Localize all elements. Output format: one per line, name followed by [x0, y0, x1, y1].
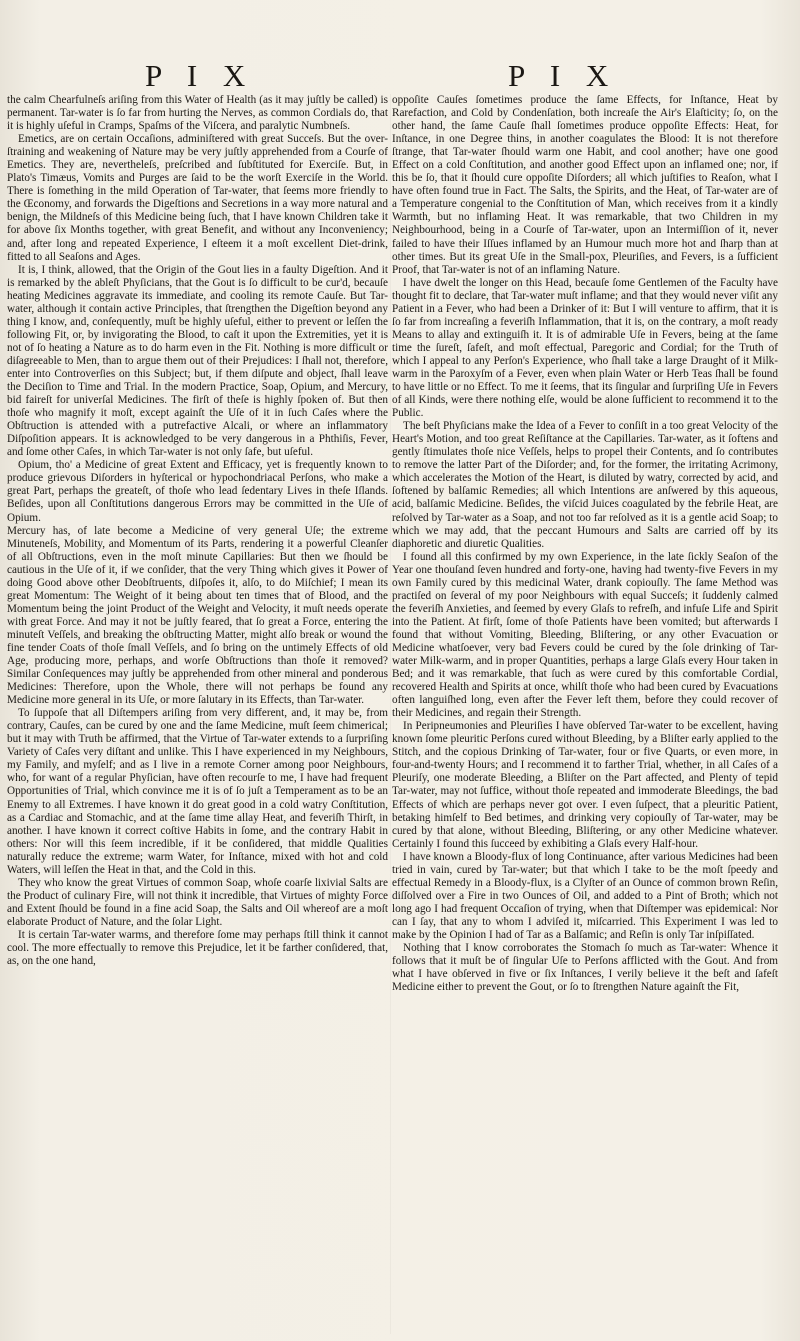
- paragraph: It is certain Tar-water warms, and therefore ſome may perhaps ſtill think it cannot cool. The more effectually to remove this Prejudice, let it be farther conſidered, that, as, on the one hand,: [7, 929, 388, 968]
- paragraph: They who know the great Virtues of common Soap, whoſe coarſe lixivial Salts are the Product of culinary Fire, will not think it incredible, that Virtues of mighty Force and Extent ſhould be found in a fine acid Soap, the Salts and Oil whereof are a moſt elaborate Product of Nature, and the ſolar Light.: [7, 876, 388, 928]
- paragraph: To ſuppoſe that all Diſtempers ariſing from very different, and, it may be, from contrary, Cauſes, can be cured by one and the ſame Medicine, muſt ſeem chimerical; but it may with Truth be affirmed, that the Virtue of Tar-water extends to a ſurpriſing Variety of Caſes very diſtant and unlike. This I have experienced in my Neighbours, my Family, and myſelf; and as I live in a remote Corner among poor Neighbours, who, for want of a regular Phyſician, have often recourſe to me, I have had frequent Opportunities of Trial, which convince me it is of ſo juſt a Temperament as to be an Enemy to all Extremes. I have known it do great good in a cold watry Conſtitution, as a Cardiac and Stomachic, and at the ſame time allay Heat, and feveriſh Thirſt, in another. I have known it correct coſtive Habits in ſome, and the contrary Habit in others: Nor will this ſeem incredible, if it be conſidered, that middle Qualities naturally reduce the extreme; warm Water, for Inſtance, mixed with hot and cold Waters, will leſſen the Heat in that, and the Cold in this.: [7, 707, 388, 876]
- page-header: [0, 58, 800, 98]
- paragraph: oppoſite Cauſes ſometimes produce the ſame Effects, for Inſtance, Heat by Rarefaction, and Cold by Condenſation, both increaſe the Air's Elaſticity; ſo, on the other hand, the ſame Cauſe ſhall ſometimes produce oppoſite Effects: Heat, for Inſtance, in one Degree thins, in another coagulates the Blood: It is not therefore ſtrange, that Tar-water ſhould warm one Habit, and cool another; have one good Effect on a cold Conſtitution, and another good Effect upon an inflamed one; nor, if this be ſo, that it ſhould cure oppoſite Diſorders; all which juſtifies to Reaſon, what I have often found true in Fact. The Salts, the Spirits, and the Heat, of Tar-water are of a Temperature congenial to the Conſtitution of Man, which receives from it a kindly Warmth, but no inflaming Heat. It was remarkable, that two Children in my Neighbourhood, being in a Courſe of Tar-water, upon an Intermiſſion of it, never failed to have their Iſſues inflamed by an Humour much more hot and ſharp than at other times. But its great Uſe in the Small-pox, Pleuriſies, and Fevers, is a ſufficient Proof, that Tar-water is not of an inflaming Nature.: [392, 94, 778, 276]
- paragraph: It is, I think, allowed, that the Origin of the Gout lies in a faulty Digeſtion. And it is remarked by the ableſt Phyſicians, that the Gout is ſo difficult to be cur'd, becauſe heating Medicines aggravate its immediate, and cooling its remote Cauſe. But Tar-water, although it contain active Principles, that ſtrengthen the Digeſtion beyond any thing I know, and, conſequently, muſt be highly uſeful, either to prevent or leſſen the following Fit, or, by invigorating the Blood, to caſt it upon the Extremities, yet it is not of ſo heating a Nature as to do harm even in the Fit. Nothing is more difficult or diſagreeable to Men, than to argue them out of their Prejudices: I ſhall not, therefore, enter into Controverſies on this Subject; but, if them diſpute and object, ſhall leave the Deciſion to Time and Trial. In the modern Practice, Soap, Opium, and Mercury, bid faireſt for univerſal Medicines. The firſt of theſe is highly ſpoken of. But then thoſe who magnify it moſt, except againſt the Uſe of it in ſuch Caſes where the Obſtruction is attended with a putrefactive Alcali, or where an inflammatory Diſpoſition appears. It is acknowledged to be very dangerous in a Phthiſis, Fever, and ſome other Caſes, in which Tar-water is not only ſafe, but uſeful.: [7, 263, 388, 459]
- paragraph: Emetics, are on certain Occaſions, adminiſtered with great Succeſs. But the over-ſtraining and weakening of Nature may be very juſtly apprehended from a Courſe of Emetics. They are, nevertheleſs, preſcribed and ſubſtituted for Exerciſe. But, in Plato's Timæus, Vomits and Purges are ſaid to be the worſt Exerciſe in the World. There is ſomething in the mild Operation of Tar-water, that ſeems more friendly to the Œconomy, and forwards the Digeſtions and Secretions in a way more natural and benign, the Mildneſs of this Medicine being ſuch, that I have known Children take it for above ſix Months together, with great Benefit, and without any Inconveniency; and, after long and repeated Experience, I eſteem it a moſt excellent Diet-drink, fitted to all Seaſons and Ages.: [7, 133, 388, 263]
- paragraph: Opium, tho' a Medicine of great Extent and Efficacy, yet is frequently known to produce grievous Diſorders in hyſterical or hypochondriacal Perſons, who make a great Part, perhaps the greateſt, of thoſe who lead ſedentary Lives in theſe Iſlands. Beſides, upon all Conſtitutions dangerous Errors may be committed in the Uſe of Opium.: [7, 459, 388, 524]
- paragraph: Nothing that I know corroborates the Stomach ſo much as Tar-water: Whence it follows that it muſt be of ſingular Uſe to Perſons afflicted with the Gout. And from what I have obſerved in five or ſix Inſtances, I verily believe it the beſt and ſafeſt Medicine either to prevent the Gout, or ſo to ſtrengthen Nature againſt the Fit,: [392, 942, 778, 994]
- paragraph: In Peripneumonies and Pleuriſies I have obſerved Tar-water to be excellent, having known ſome pleuritic Perſons cured without Bleeding, by a Bliſter early applied to the Stitch, and the copious Drinking of Tar-water, four or five Quarts, or even more, in four-and-twenty Hours; and I recommend it to farther Trial, whether, in all Caſes of a Pleuriſy, one moderate Bleeding, a Bliſter on the Part affected, and Plenty of tepid Tar-water, may not ſuffice, without thoſe repeated and immoderate Bleedings, the bad Effects of which are perhaps never got over. I even ſuſpect, that a pleuritic Patient, betaking himſelf to Bed betimes, and drinking very copiouſly of Tar-water, may be cured by that alone, without Bleeding, Bliſtering, or any other Medicine whatever. Certainly I found this ſucceed by exhibiting a Glaſs every Half-hour.: [392, 720, 778, 850]
- paragraph: I have known a Bloody-flux of long Continuance, after various Medicines had been tried in vain, cured by Tar-water; but that which I take to be the moſt ſpeedy and effectual Remedy in a Bloody-flux, is a Clyſter of an Ounce of common brown Reſin, diſſolved over a Fire in two Ounces of Oil, and added to a Pint of Broth; which not long ago I had frequent Occaſion of trying, when that Diſtemper was epidemical: Nor can I ſay, that any to whom I adviſed it, miſcarried. This Experiment I was led to make by the Opinion I had of Tar as a Balſamic; and Reſin is only Tar inſpiſſated.: [392, 850, 778, 941]
- running-head-left: P I X: [145, 58, 255, 93]
- left-column: [7, 94, 388, 1336]
- column-gutter: [390, 94, 391, 1334]
- paragraph: the calm Chearfulneſs ariſing from this Water of Health (as it may juſtly be called) is permanent. Tar-water is ſo far from hurting the Nerves, as common Cordials do, that it is highly uſeful in Cramps, Spaſms of the Viſcera, and paralytic Numbneſs.: [7, 94, 388, 133]
- right-column: [392, 94, 778, 1336]
- paragraph: I found all this confirmed by my own Experience, in the late ſickly Seaſon of the Year one thouſand ſeven hundred and forty-one, having had twenty-five Fevers in my own Family cured by this medicinal Water, drank copiouſly. The ſame Method was practiſed on ſeveral of my poor Neighbours with equal Succeſs; it ſuddenly calmed the feveriſh Anxieties, and ſeemed by every Glaſs to refreſh, and infuſe Life and Spirit into the Patient. At firſt, ſome of thoſe Patients have been vomited; but afterwards I found that without Vomiting, Bleeding, Bliſtering, or any other Evacuation or Medicine whatſoever, very bad Fevers could be cured by the ſole drinking of Tar-water Milk-warm, and in proper Quantities, perhaps a large Glaſs every Hour taken in Bed; and it was remarkable, that ſuch as were cured by this comfortable Cordial, recovered Health and Spirits at once, whilſt thoſe who had been cured by Evacuations often languiſhed long, even after the Fever left them, before they could recover of their Medicines, and regain their Strength.: [392, 550, 778, 720]
- running-head-right: P I X: [508, 58, 618, 93]
- paragraph: I have dwelt the longer on this Head, becauſe ſome Gentlemen of the Faculty have thought fit to declare, that Tar-water muſt inflame; and that they would never viſit any Patient in a Fever, who had been a Drinker of it: But I will venture to affirm, that it is ſo far from increaſing a feveriſh Inflammation, that it is, on the contrary, a moſt ready Means to allay and extinguiſh it. It is of admirable Uſe in Fevers, being at the ſame time the ſureſt, ſafeſt, and moſt effectual, Paregoric and Cordial; for the Truth of which I appeal to any Perſon's Experience, who ſhall take a large Draught of it Milk-warm in the Paroxyſm of a Fever, even when plain Water or Herb Teas ſhall be found to have little or no Effect. To me it ſeems, that its ſingular and ſurpriſing Uſe in Fevers of all Kinds, were there nothing elſe, would be alone ſufficient to recommend it to the Public.: [392, 276, 778, 420]
- paragraph: Mercury has, of late become a Medicine of very general Uſe; the extreme Minuteneſs, Mobility, and Momentum of its Parts, rendering it a powerful Cleanſer of all Obſtructions, even in the moſt minute Capillaries: But then we ſhould be cautious in the Uſe of it, if we conſider, that the very Thing which gives it Power of doing Good above other Deobſtruents, diſpoſes it, alſo, to do Miſchief; I mean its great Momentum: The Weight of it being about ten times that of Blood, and the Momentum being the joint Product of the Weight and Velocity, it muſt needs operate with great Force. And may it not be juſtly feared, that ſo great a Force, entering the minuteſt Veſſels, and breaking the obſtructing Matter, might alſo break or wound the fine tender Coats of thoſe ſmall Veſſels, and ſo bring on the untimely Effects of old Age, producing more, perhaps, and worſe Obſtructions than thoſe it removed? Similar Conſequences may juſtly be apprehended from other mineral and ponderous Medicines: Therefore, upon the Whole, there will not perhaps be found any Medicine more general in its Uſe, or more ſalutary in its Effects, than Tar-water.: [7, 524, 388, 707]
- paragraph: The beſt Phyſicians make the Idea of a Fever to conſiſt in a too great Velocity of the Heart's Motion, and too great Reſiſtance at the Capillaries. Tar-water, as it ſoftens and gently ſtimulates thoſe nice Veſſels, helps to propel their Contents, and ſo contributes to remove the latter Part of the Diſorder; and, for the former, the irritating Acrimony, which accelerates the Motion of the Heart, is diluted by watry, corrected by acid, and ſoftened by balſamic Remedies; all which Intentions are anſwered by this aqueous, acid, balſamic Medicine. Beſides, the viſcid Juices coagulated by the febrile Heat, are reſolved by Tar-water as a Soap, and not too far reſolved as it is a gentle acid Soap; to which we may add, that the peccant Humours and Salts are carried off by its diaphoretic and diuretic Qualities.: [392, 420, 778, 550]
